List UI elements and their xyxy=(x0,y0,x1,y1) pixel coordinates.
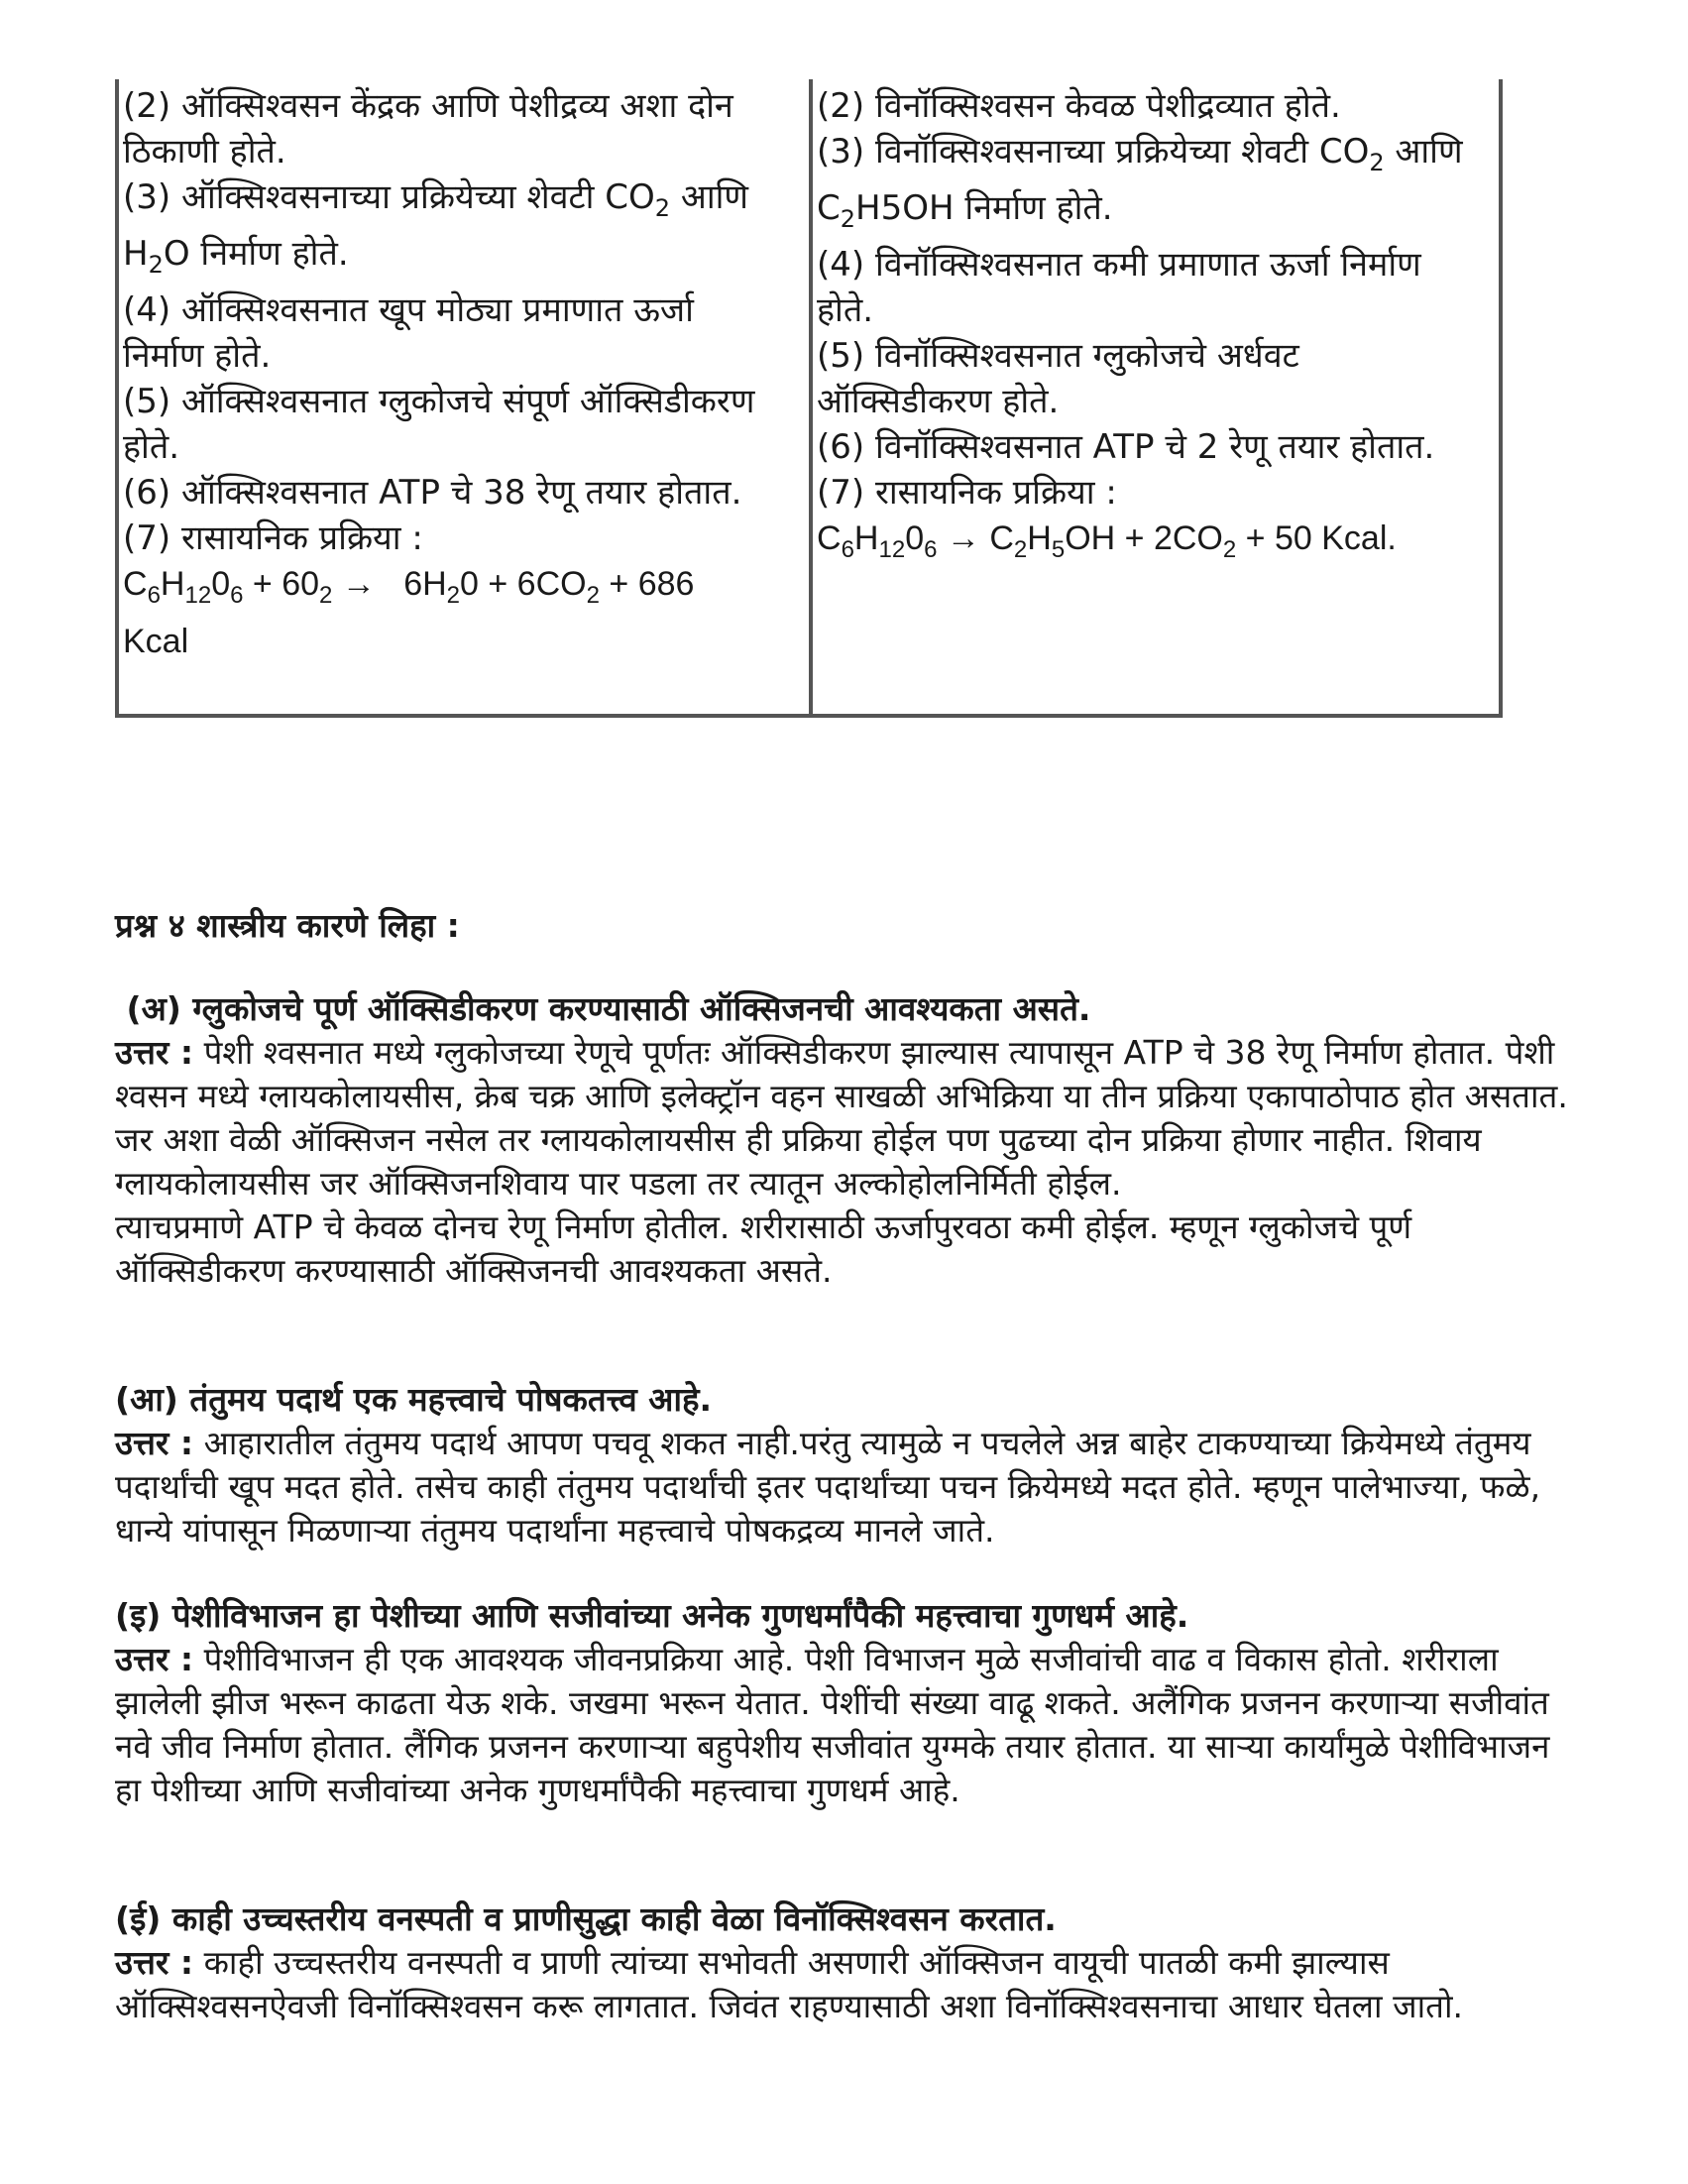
reason-ii-answer-text: काही उच्चस्तरीय वनस्पती व प्राणी त्यांच्या सभोवती असणारी ऑक्सिजन वायूची पातळी कमी झाल्यास ऑक्सिश्वसनऐवजी विनॉक्सिश्वसन करू लागतात. जिवंत राहण्यासाठी अशा विनॉक्सिश्वसनाचा आधार घेतला जातो. xyxy=(115,1943,1463,2025)
reason-a-answer-text-2: त्याचप्रमाणे ATP चे केवळ दोनच रेणू निर्माण होतील. शरीरासाठी ऊर्जापुरवठा कमी होईल. म्हणून ग्लुकोजचे पूर्ण ऑक्सिडीकरण करण्यासाठी ऑक्सिजनची आवश्यकता असते. xyxy=(115,1207,1412,1290)
reason-item-i xyxy=(115,1594,1582,1812)
aerobic-point-4b: निर्माण होते. xyxy=(123,336,272,376)
aerobic-point-6: (6) ऑक्सिश्वसनात ATP चे 38 रेणू तयार होतात. xyxy=(123,473,742,513)
anaerobic-point-4a: (4) विनॉक्सिश्वसनात कमी प्रमाणात ऊर्जा निर्माण xyxy=(817,245,1421,285)
anaerobic-point-2: (2) विनॉक्सिश्वसन केवळ पेशीद्रव्यात होते. xyxy=(817,86,1341,126)
aerobic-point-5a: (5) ऑक्सिश्वसनात ग्लुकोजचे संपूर्ण ऑक्सिडीकरण xyxy=(123,382,755,421)
aerobic-point-4a: (4) ऑक्सिश्वसनात खूप मोठ्या प्रमाणात ऊर्जा xyxy=(123,290,694,330)
reason-item-ii xyxy=(115,1897,1582,2028)
anaerobic-point-7: (7) रासायनिक प्रक्रिया : xyxy=(817,473,1117,513)
anaerobic-column xyxy=(813,79,1499,714)
reason-i-answer-text: पेशीविभाजन ही एक आवश्यक जीवनप्रक्रिया आहे. पेशी विभाजन मुळे सजीवांची वाढ व विकास होतो. शरीराला झालेली झीज भरून काढता येऊ शके. जखमा भरून येतात. पेशींची संख्या वाढू शकते. अलैंगिक प्रजनन करणाऱ्या सजीवांत नवे जीव निर्माण होतात. लैंगिक प्रजनन करणाऱ्या बहुपेशीय सजीवांत युग्मके तयार होतात. या साऱ्या कार्यांमुळे पेशीविभाजन हा पेशीच्या आणि सजीवांच्या अनेक गुणधर्मांपैकी महत्त्वाचा गुणधर्म आहे. xyxy=(115,1640,1550,1809)
answer-label: उत्तर : xyxy=(115,1033,194,1072)
anaerobic-point-4b: होते. xyxy=(817,290,874,330)
reason-a-answer xyxy=(115,1031,1582,1293)
aerobic-point-7: (7) रासायनिक प्रक्रिया : xyxy=(123,518,423,558)
reason-i-title: (इ) पेशीविभाजन हा पेशीच्या आणि सजीवांच्या अनेक गुणधर्मांपैकी महत्त्वाचा गुणधर्म आहे. xyxy=(115,1596,1189,1635)
aerobic-formula-unit: Kcal xyxy=(123,623,189,660)
reason-a-answer-text: पेशी श्वसनात मध्ये ग्लुकोजच्या रेणूचे पूर्णतः ऑक्सिडीकरण झाल्यास त्यापासून ATP चे 38 रेणू निर्माण होतात. पेशी श्वसन मध्ये ग्लायकोलायसीस, क्रेब चक्र आणि इलेक्ट्रॉन वहन साखळी अभिक्रिया या तीन प्रक्रिया एकापाठोपाठ होत असतात. जर अशा वेळी ऑक्सिजन नसेल तर ग्लायकोलायसीस ही प्रक्रिया होईल पण पुढच्या दोन प्रक्रिया होणार नाहीत. शिवाय ग्लायकोलायसीस जर ऑक्सिजनशिवाय पार पडला तर त्यातून अल्कोहोलनिर्मिती होईल. xyxy=(115,1033,1568,1203)
aerobic-column xyxy=(119,79,813,714)
aerobic-point-2a: (2) ऑक्सिश्वसन केंद्रक आणि पेशीद्रव्य अशा दोन xyxy=(123,86,733,126)
question-4-section xyxy=(115,904,1582,948)
anaerobic-point-3a: (3) विनॉक्सिश्वसनाच्या प्रक्रियेच्या शेवटी $CO_2$ आणि xyxy=(817,132,1463,176)
aerobic-point-2b: ठिकाणी होते. xyxy=(123,132,286,172)
reason-aa-answer xyxy=(115,1422,1582,1552)
reason-item-a xyxy=(115,987,1582,1293)
reason-a-title: (अ) ग्लुकोजचे पूर्ण ऑक्सिडीकरण करण्यासाठी ऑक्सिजनची आवश्यकता असते. xyxy=(115,989,1091,1028)
anaerobic-point-3b: $C_2H5OH$ निर्माण होते. xyxy=(817,188,1113,233)
anaerobic-point-5b: ऑक्सिडीकरण होते. xyxy=(817,382,1060,421)
aerobic-point-5b: होते. xyxy=(123,427,180,467)
anaerobic-point-5a: (5) विनॉक्सिश्वसनात ग्लुकोजचे अर्धवट xyxy=(817,336,1299,376)
answer-label: उत्तर : xyxy=(115,1943,194,1982)
question-4-heading: प्रश्न ४ शास्त्रीय कारणे लिहा : xyxy=(115,906,460,945)
answer-label: उत्तर : xyxy=(115,1424,194,1462)
comparison-table xyxy=(115,79,1503,718)
anaerobic-formula: $C_6H_{12}0_6 \to C_2H_5OH + 2CO_2 + 50$ Kcal. xyxy=(817,519,1397,563)
reason-item-aa xyxy=(115,1378,1582,1552)
reason-i-answer xyxy=(115,1638,1582,1812)
reason-aa-answer-text: आहारातील तंतुमय पदार्थ आपण पचवू शकत नाही.परंतु त्यामुळे न पचलेले अन्न बाहेर टाकण्याच्या क्रियेमध्ये तंतुमय पदार्थांची खूप मदत होते. तसेच काही तंतुमय पदार्थांची इतर पदार्थांच्या पचन क्रियेमध्ये मदत होते. म्हणून पालेभाज्या, फळे, धान्ये यांपासून मिळणाऱ्या तंतुमय पदार्थांना महत्त्वाचे पोषकद्रव्य मानले जाते. xyxy=(115,1424,1541,1550)
aerobic-point-3b: $H_2O$ निर्माण होते. xyxy=(123,234,349,279)
answer-label: उत्तर : xyxy=(115,1640,194,1678)
reason-ii-title: (ई) काही उच्चस्तरीय वनस्पती व प्राणीसुद्धा काही वेळा विनॉक्सिश्वसन करतात. xyxy=(115,1899,1057,1938)
aerobic-formula: $C_6H_{12}0_6 + 60_2 \to 6H_20 + 6CO_2 + 686$ xyxy=(123,565,695,609)
anaerobic-point-6: (6) विनॉक्सिश्वसनात ATP चे 2 रेणू तयार होतात. xyxy=(817,427,1435,467)
reason-ii-answer xyxy=(115,1941,1582,2028)
aerobic-point-3a: (3) ऑक्सिश्वसनाच्या प्रक्रियेच्या शेवटी $CO_2$ आणि xyxy=(123,177,748,222)
reason-aa-title: (आ) तंतुमय पदार्थ एक महत्त्वाचे पोषकतत्त्व आहे. xyxy=(115,1380,713,1419)
